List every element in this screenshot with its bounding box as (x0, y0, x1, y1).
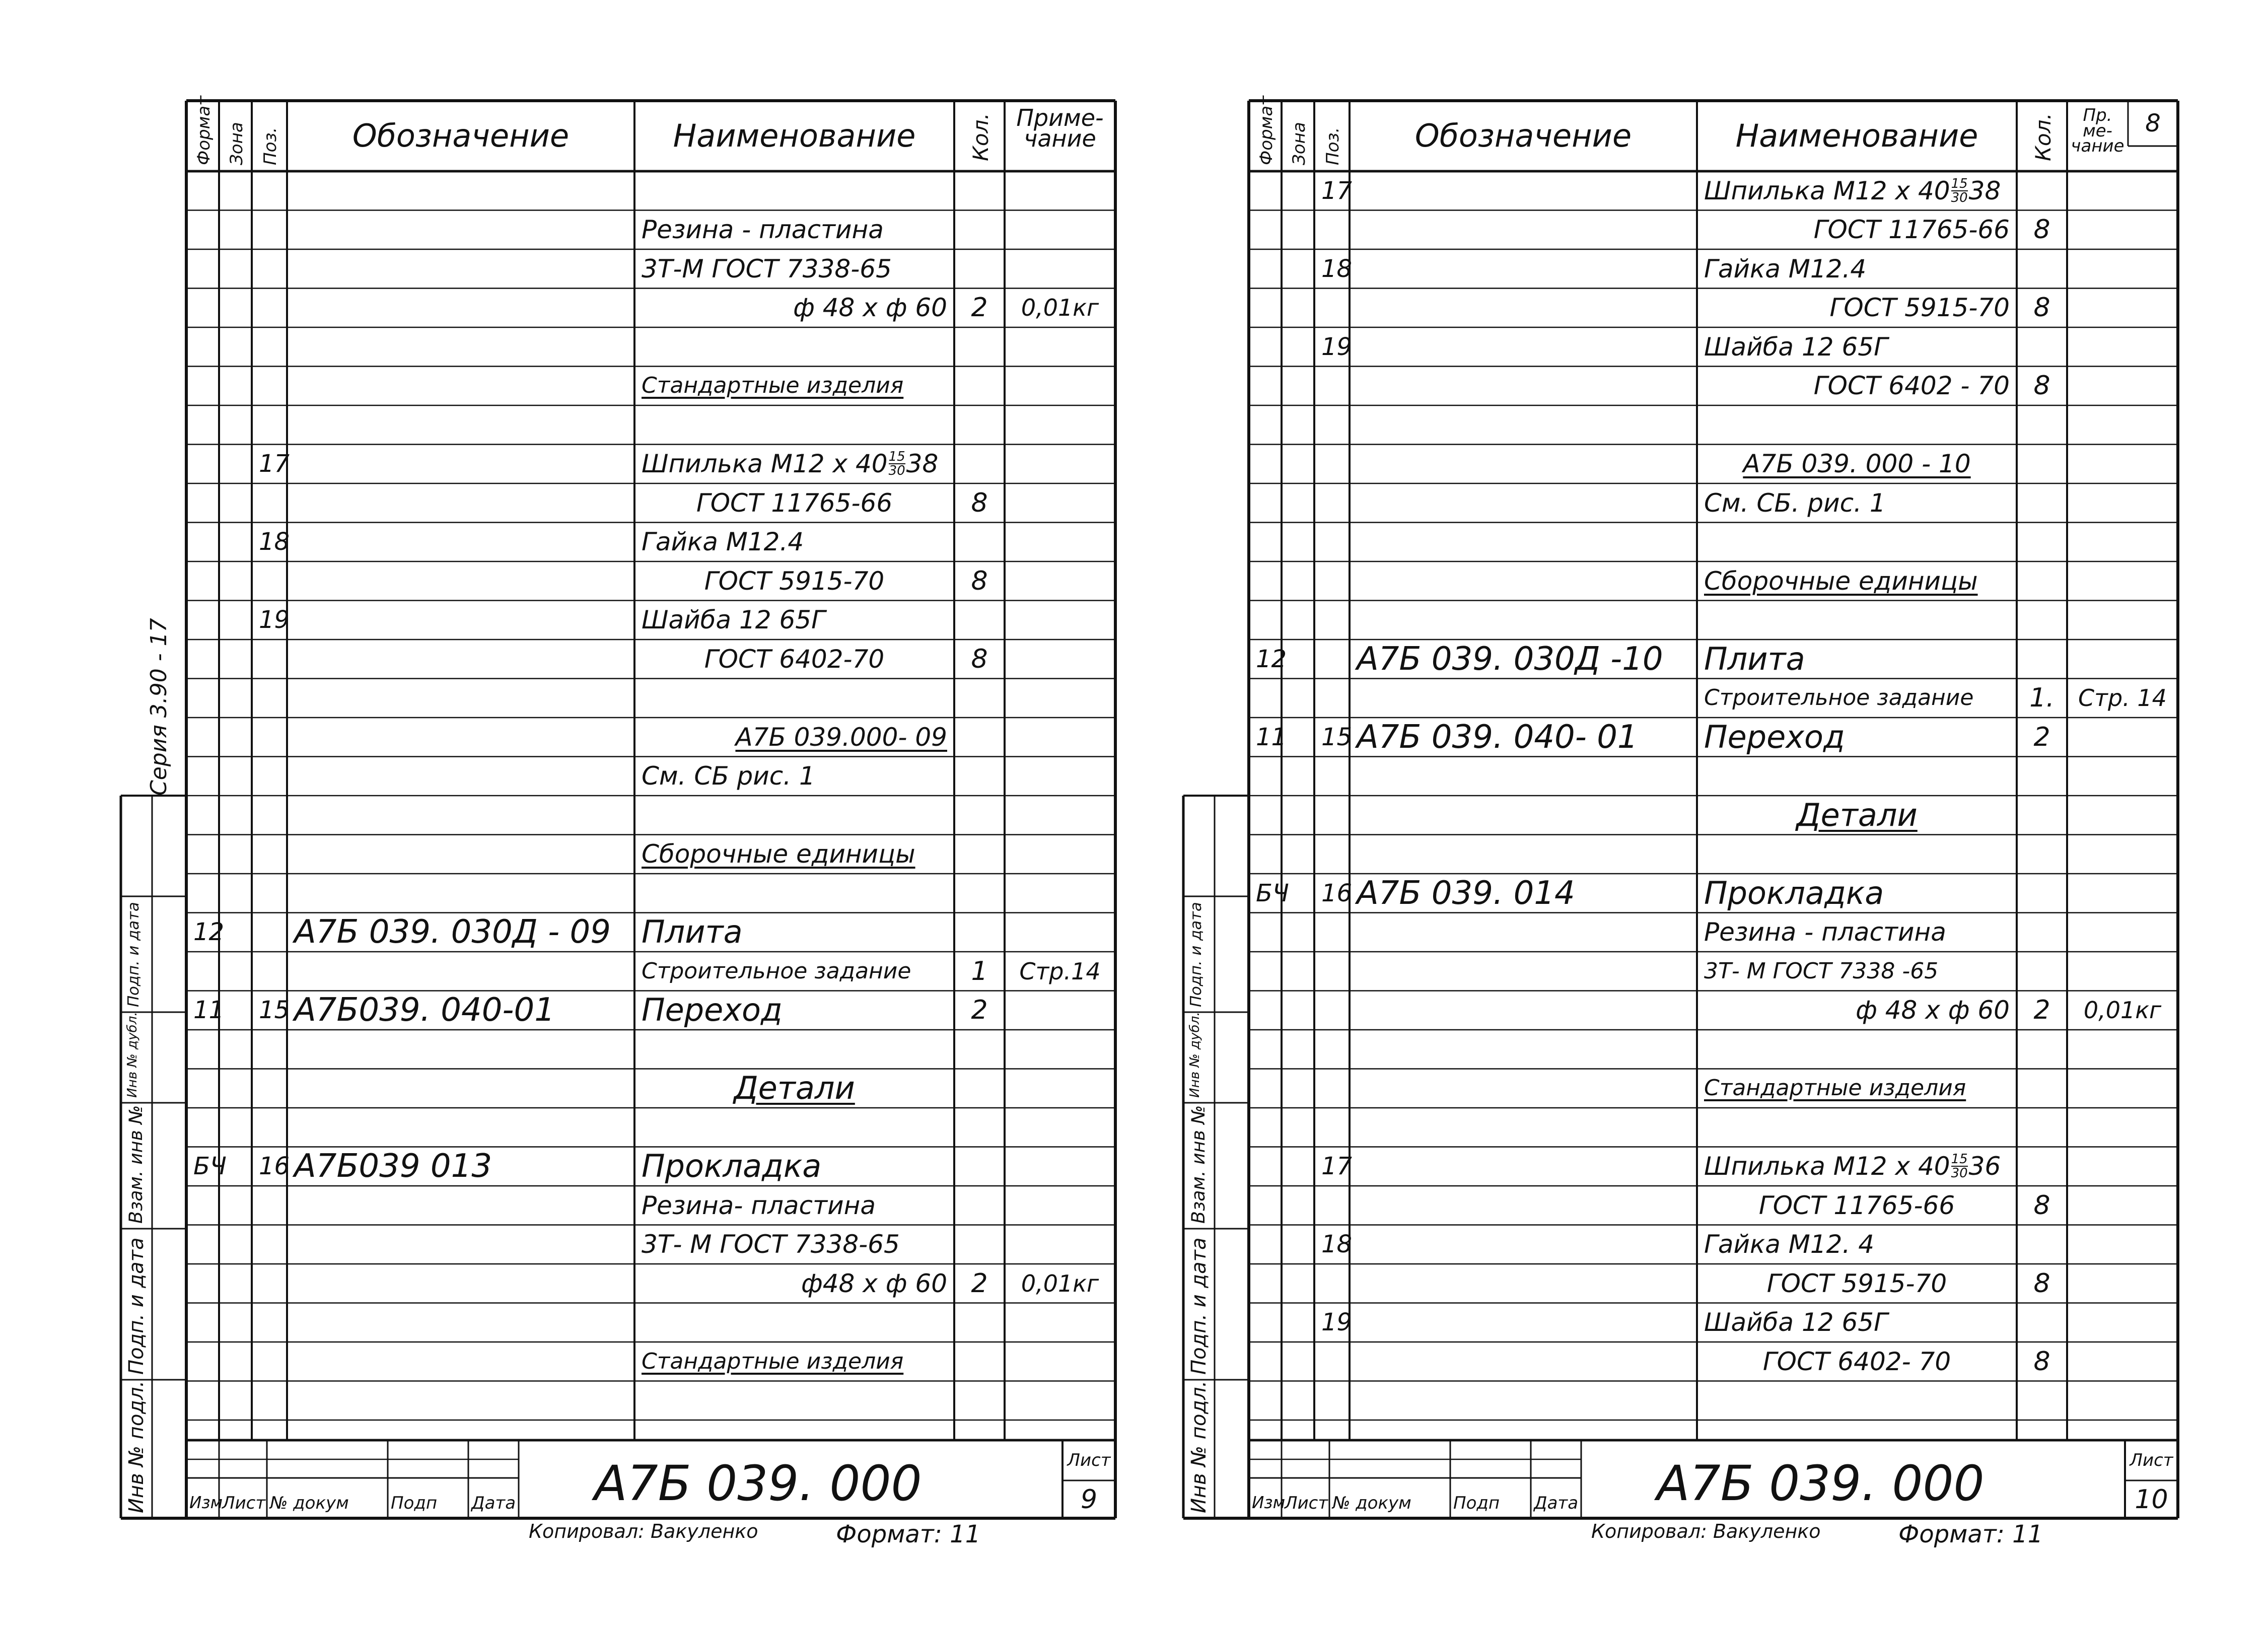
header-note: Приме-чание (1016, 104, 1104, 153)
row-position (1314, 874, 1353, 913)
side-strip-label: Взам. инв № (1187, 1105, 1209, 1224)
row-name-text: ГОСТ 11765-66 (1813, 215, 2010, 245)
row-position (1314, 1225, 1353, 1264)
header-vertical-label: Поз. (260, 127, 280, 165)
row-name-text: ф 48 х ф 60 (1856, 996, 2010, 1025)
row-name-text: ф 48 х ф 60 (793, 293, 947, 323)
row-qty-text: 2 (971, 995, 988, 1026)
row-position (252, 445, 290, 484)
thread-fraction (1951, 1153, 1968, 1180)
row-name (634, 445, 954, 484)
title-block-label: Подп (1453, 1493, 1500, 1513)
row-name-text: ГОСТ 5915-70 (1766, 1268, 1947, 1298)
row-qty (2017, 991, 2067, 1030)
row-qty (954, 561, 1005, 601)
row-qty (2017, 289, 2067, 328)
row-name-text: Переход (1704, 718, 1845, 755)
row-position (1314, 171, 1353, 210)
row-name (634, 913, 954, 952)
header-vertical-label: Формат (193, 96, 214, 165)
row-qty-text: 8 (971, 565, 988, 596)
sheet-number-text: 9 (1080, 1484, 1098, 1515)
title-block-label: Лист (222, 1493, 266, 1513)
row-name (634, 289, 954, 328)
row-name (634, 523, 954, 562)
row-format (1249, 874, 1289, 913)
row-designation-text: А7Б 039. 014 (1357, 874, 1575, 912)
sheet-label-text: Лист (2130, 1450, 2173, 1470)
header-designation (1350, 101, 1697, 171)
row-name-text: Шпилька М12 х 40 (1704, 176, 1950, 205)
row-name (1697, 171, 2017, 210)
row-designation (287, 991, 634, 1030)
row-position (1314, 249, 1353, 289)
row-name-text: Переход (642, 992, 783, 1029)
sheet-number-text: 10 (2135, 1484, 2168, 1515)
row-qty (2017, 718, 2067, 757)
row-designation (1350, 874, 1697, 913)
row-qty-text: 2 (2033, 722, 2050, 752)
title-block-label: Изм (1252, 1493, 1286, 1512)
sheet-label (1062, 1440, 1115, 1480)
row-name-text: Гайка М12. 4 (1704, 1230, 1875, 1259)
row-position-text: 18 (1321, 254, 1353, 283)
row-format (1249, 718, 1287, 757)
row-name-text: Строительное задание (1704, 685, 1974, 711)
side-strip-label: Подп. и дата (1187, 902, 1205, 1007)
row-qty (954, 952, 1005, 991)
row-name (634, 1225, 954, 1264)
row-name (1697, 249, 2017, 289)
row-name (634, 1342, 954, 1381)
header-designation-text: Обозначение (352, 117, 570, 154)
row-format-text: 11 (1256, 723, 1287, 751)
row-name-text: Шайба 12 65Г (1704, 332, 1888, 362)
side-strip-label: Инв № дубл. (125, 1012, 140, 1098)
row-qty-text: 8 (971, 487, 988, 518)
row-qty (2017, 367, 2067, 406)
fraction-bottom: 30 (1951, 190, 1968, 205)
row-designation (287, 913, 634, 952)
row-name-text: ГОСТ 5915-70 (704, 566, 885, 596)
row-note-text: 0,01кг (2083, 997, 2162, 1024)
series-label: Серия 3.90 - 17 (146, 618, 172, 796)
row-name (634, 601, 954, 640)
sheet-number (1062, 1480, 1115, 1518)
row-name-text: Резина - пластина (642, 215, 884, 245)
row-name (1697, 1147, 2017, 1186)
title-block-label: Лист (1285, 1493, 1328, 1513)
row-name-text: Стандартные изделия (642, 1348, 904, 1374)
row-name (1697, 210, 2017, 250)
header-name-text: Наименование (673, 117, 916, 154)
row-designation (1350, 640, 1697, 679)
row-qty-text: 2 (971, 293, 988, 323)
row-qty-text: 8 (2033, 1268, 2050, 1299)
row-name-text: Сборочные единицы (642, 839, 915, 869)
row-position-text: 15 (1321, 723, 1353, 751)
sheet-ref-number-text: 8 (2145, 109, 2161, 137)
row-name-text: Детали (734, 1070, 855, 1107)
header-qty: Кол. (2031, 113, 2056, 161)
side-strip-label: Подп. и дата (125, 902, 143, 1007)
row-name (1697, 561, 2017, 601)
thread-length: 38 (1968, 176, 2001, 205)
row-name-text: ГОСТ 5915-70 (1829, 293, 2010, 323)
header-designation-text: Обозначение (1414, 117, 1632, 154)
row-name (1697, 1342, 2017, 1381)
row-name-text: Детали (1796, 796, 1918, 833)
row-name-text: См. СБ. рис. 1 (1704, 488, 1886, 518)
row-name (1697, 874, 2017, 913)
fraction-bottom: 30 (1951, 1166, 1968, 1181)
row-name-text: Стандартные изделия (1704, 1075, 1966, 1101)
row-name-text: Прокладка (642, 1148, 822, 1185)
row-name (634, 952, 954, 991)
row-name (1697, 640, 2017, 679)
row-name (634, 835, 954, 874)
row-name (634, 1264, 954, 1303)
row-name (1697, 796, 2017, 835)
row-name-text: Резина- пластина (642, 1190, 876, 1220)
row-position-text: 19 (259, 606, 290, 634)
row-name-text: ГОСТ 6402 - 70 (1813, 371, 2010, 401)
row-name (634, 561, 954, 601)
row-name-text: А7Б 039.000- 09 (735, 722, 947, 752)
row-designation (1350, 718, 1697, 757)
row-name (634, 210, 954, 250)
thread-length: 36 (1968, 1152, 2001, 1181)
sheet-ref-number (2128, 101, 2178, 146)
fraction-top: 15 (1951, 176, 1968, 191)
row-name-text: ГОСТ 6402- 70 (1762, 1347, 1951, 1376)
row-qty (2017, 1342, 2067, 1381)
row-note-text: Стр. 14 (2078, 684, 2167, 712)
row-designation (287, 1147, 634, 1186)
header-name (1697, 101, 2017, 171)
row-name-text: 3Т-М ГОСТ 7338-65 (642, 254, 892, 284)
row-name-text: Стандартные изделия (642, 373, 904, 399)
row-qty (954, 483, 1005, 523)
row-name (1697, 1303, 2017, 1342)
thread-length: 38 (906, 449, 939, 479)
title-block-label: Дата (471, 1493, 516, 1513)
row-qty-text: 8 (2033, 215, 2050, 245)
row-position (252, 991, 290, 1030)
row-format-text: 12 (193, 918, 225, 947)
row-name-text: ф48 х ф 60 (801, 1268, 947, 1298)
row-name-text: 3Т- М ГОСТ 7338-65 (642, 1230, 900, 1259)
row-format-text: БЧ (1256, 879, 1289, 907)
row-name-text: Шпилька М12 х 40 (642, 449, 888, 479)
row-name (634, 757, 954, 796)
side-strip-label: Инв № дубл. (1187, 1012, 1202, 1098)
row-note (2067, 679, 2178, 718)
row-designation-text: А7Б039. 040-01 (294, 992, 555, 1029)
row-qty (2017, 679, 2067, 718)
row-format (186, 1147, 227, 1186)
row-name-text: А7Б 039. 000 - 10 (1743, 449, 1971, 479)
row-format-text: БЧ (193, 1152, 227, 1181)
row-position-text: 18 (1321, 1230, 1353, 1259)
row-position-text: 17 (1321, 1152, 1353, 1181)
spec-sheet-left (121, 96, 1115, 1548)
row-format-text: 12 (1256, 645, 1287, 673)
row-position-text: 19 (1321, 332, 1353, 361)
row-format (1249, 640, 1287, 679)
row-qty (954, 640, 1005, 679)
row-name (634, 1186, 954, 1225)
thread-fraction (1951, 177, 1968, 204)
row-name-text: ГОСТ 11765-66 (696, 488, 893, 518)
side-strip-label: Инв № подл. (1187, 1380, 1211, 1513)
header-name-text: Наименование (1735, 117, 1978, 154)
row-name (634, 640, 954, 679)
row-qty-text: 8 (971, 644, 988, 674)
row-name (634, 1069, 954, 1108)
row-position (1314, 1303, 1353, 1342)
row-position (1314, 1147, 1353, 1186)
row-name-text: ГОСТ 11765-66 (1758, 1190, 1955, 1220)
row-qty-text: 8 (2033, 1190, 2050, 1221)
title-block-label: № докум (270, 1493, 349, 1513)
row-name-text: Плита (1704, 640, 1805, 677)
row-note-text: Стр.14 (1019, 957, 1101, 985)
row-name (1697, 913, 2017, 952)
row-format (186, 991, 225, 1030)
row-designation-text: А7Б 039. 030Д -10 (1357, 640, 1663, 678)
row-note (1005, 1264, 1115, 1303)
row-name (1697, 991, 2017, 1030)
row-name-text: Шпилька М12 х 40 (1704, 1152, 1950, 1181)
copied-by: Копировал: Вакуленко (1591, 1520, 1821, 1542)
row-position (252, 601, 290, 640)
row-designation-text: А7Б039 013 (294, 1148, 492, 1185)
row-name (634, 249, 954, 289)
row-name (1697, 289, 2017, 328)
sheet-label (2125, 1440, 2178, 1480)
row-name-text: Гайка М12.4 (1704, 254, 1867, 284)
format-label: Формат: 11 (1898, 1520, 2043, 1548)
row-qty-text: 8 (2033, 1346, 2050, 1377)
row-name (1697, 1069, 2017, 1108)
title-block-label: Дата (1534, 1493, 1579, 1513)
spec-sheet-right (1183, 96, 2178, 1548)
fraction-top: 15 (1951, 1152, 1968, 1167)
thread-fraction (889, 450, 905, 477)
row-name-text: Гайка М12.4 (642, 527, 804, 557)
row-note (2067, 991, 2178, 1030)
row-name-text: Прокладка (1704, 874, 1884, 911)
row-position (252, 523, 290, 562)
header-name (634, 101, 954, 171)
side-strip-label: Подп. и дата (1187, 1237, 1211, 1375)
title-block-label: Подп (391, 1493, 438, 1513)
row-note-text: 0,01кг (1021, 1269, 1099, 1297)
row-qty (2017, 1186, 2067, 1225)
row-qty-text: 2 (971, 1268, 988, 1299)
header-note: Пр. ме- чание (2071, 105, 2124, 157)
row-name-text: Шайба 12 65Г (642, 605, 825, 635)
header-vertical-label: Зона (226, 122, 247, 165)
row-name-text: Сборочные единицы (1704, 566, 1978, 596)
row-name-text: ГОСТ 6402-70 (704, 644, 885, 674)
row-name-text: Плита (642, 913, 743, 951)
row-note (1005, 289, 1115, 328)
row-qty (954, 991, 1005, 1030)
row-name (1697, 718, 2017, 757)
row-qty (2017, 210, 2067, 250)
row-name (1697, 445, 2017, 484)
row-designation-text: А7Б 039. 030Д - 09 (294, 913, 611, 951)
sheet-label-text: Лист (1067, 1450, 1111, 1470)
row-qty-text: 1. (2029, 683, 2054, 714)
row-qty (954, 1264, 1005, 1303)
header-qty: Кол. (968, 113, 993, 161)
fraction-top: 15 (888, 449, 905, 465)
row-name (634, 1147, 954, 1186)
sheet-number (2125, 1480, 2178, 1518)
row-name (1697, 483, 2017, 523)
row-name (634, 991, 954, 1030)
side-strip-label: Инв № подл. (125, 1380, 148, 1513)
header-vertical-label: Формат (1256, 96, 1277, 165)
title-block-label: Изм (189, 1493, 223, 1512)
side-strip-label: Подп. и дата (125, 1237, 148, 1375)
row-name (1697, 1264, 2017, 1303)
row-position-text: 15 (259, 996, 290, 1025)
row-qty-text: 1 (971, 956, 988, 986)
row-position-text: 19 (1321, 1308, 1353, 1337)
row-name (634, 718, 954, 757)
row-designation-text: А7Б 039. 040- 01 (1357, 718, 1638, 756)
document-number: А7Б 039. 000 (1657, 1455, 1985, 1512)
header-designation (287, 101, 634, 171)
title-block-label: № докум (1332, 1493, 1411, 1513)
row-name (1697, 1186, 2017, 1225)
row-name-text: Строительное задание (642, 958, 911, 984)
header-vertical-label: Поз. (1323, 127, 1343, 165)
document-number: А7Б 039. 000 (594, 1455, 922, 1512)
row-qty (954, 289, 1005, 328)
row-name (1697, 952, 2017, 991)
row-name (1697, 679, 2017, 718)
row-format (186, 913, 225, 952)
row-position-text: 17 (259, 450, 290, 478)
row-name (1697, 327, 2017, 367)
row-position (252, 1147, 290, 1186)
row-position-text: 16 (259, 1152, 290, 1181)
row-qty-text: 2 (2033, 995, 2050, 1026)
row-name (634, 367, 954, 406)
row-qty-text: 8 (2033, 371, 2050, 401)
row-position (1314, 327, 1353, 367)
fraction-bottom: 30 (888, 463, 905, 479)
row-note (1005, 952, 1115, 991)
row-name-text: Резина - пластина (1704, 917, 1946, 947)
row-name-text: См. СБ рис. 1 (642, 761, 815, 791)
row-name (1697, 367, 2017, 406)
row-name (634, 483, 954, 523)
row-qty-text: 8 (2033, 293, 2050, 323)
row-qty (2017, 1264, 2067, 1303)
row-position-text: 17 (1321, 176, 1353, 205)
row-format-text: 11 (193, 996, 225, 1025)
row-name-text: 3Т- М ГОСТ 7338 -65 (1704, 958, 1939, 984)
row-note-text: 0,01кг (1021, 294, 1099, 322)
row-position-text: 16 (1321, 879, 1353, 907)
row-name-text: Шайба 12 65Г (1704, 1308, 1888, 1337)
header-vertical-label: Зона (1289, 122, 1309, 165)
row-position (1314, 718, 1353, 757)
row-name (1697, 1225, 2017, 1264)
row-position-text: 18 (259, 528, 290, 556)
format-label: Формат: 11 (836, 1520, 981, 1548)
copied-by: Копировал: Вакуленко (529, 1520, 758, 1542)
side-strip-label: Взам. инв № (125, 1105, 147, 1224)
